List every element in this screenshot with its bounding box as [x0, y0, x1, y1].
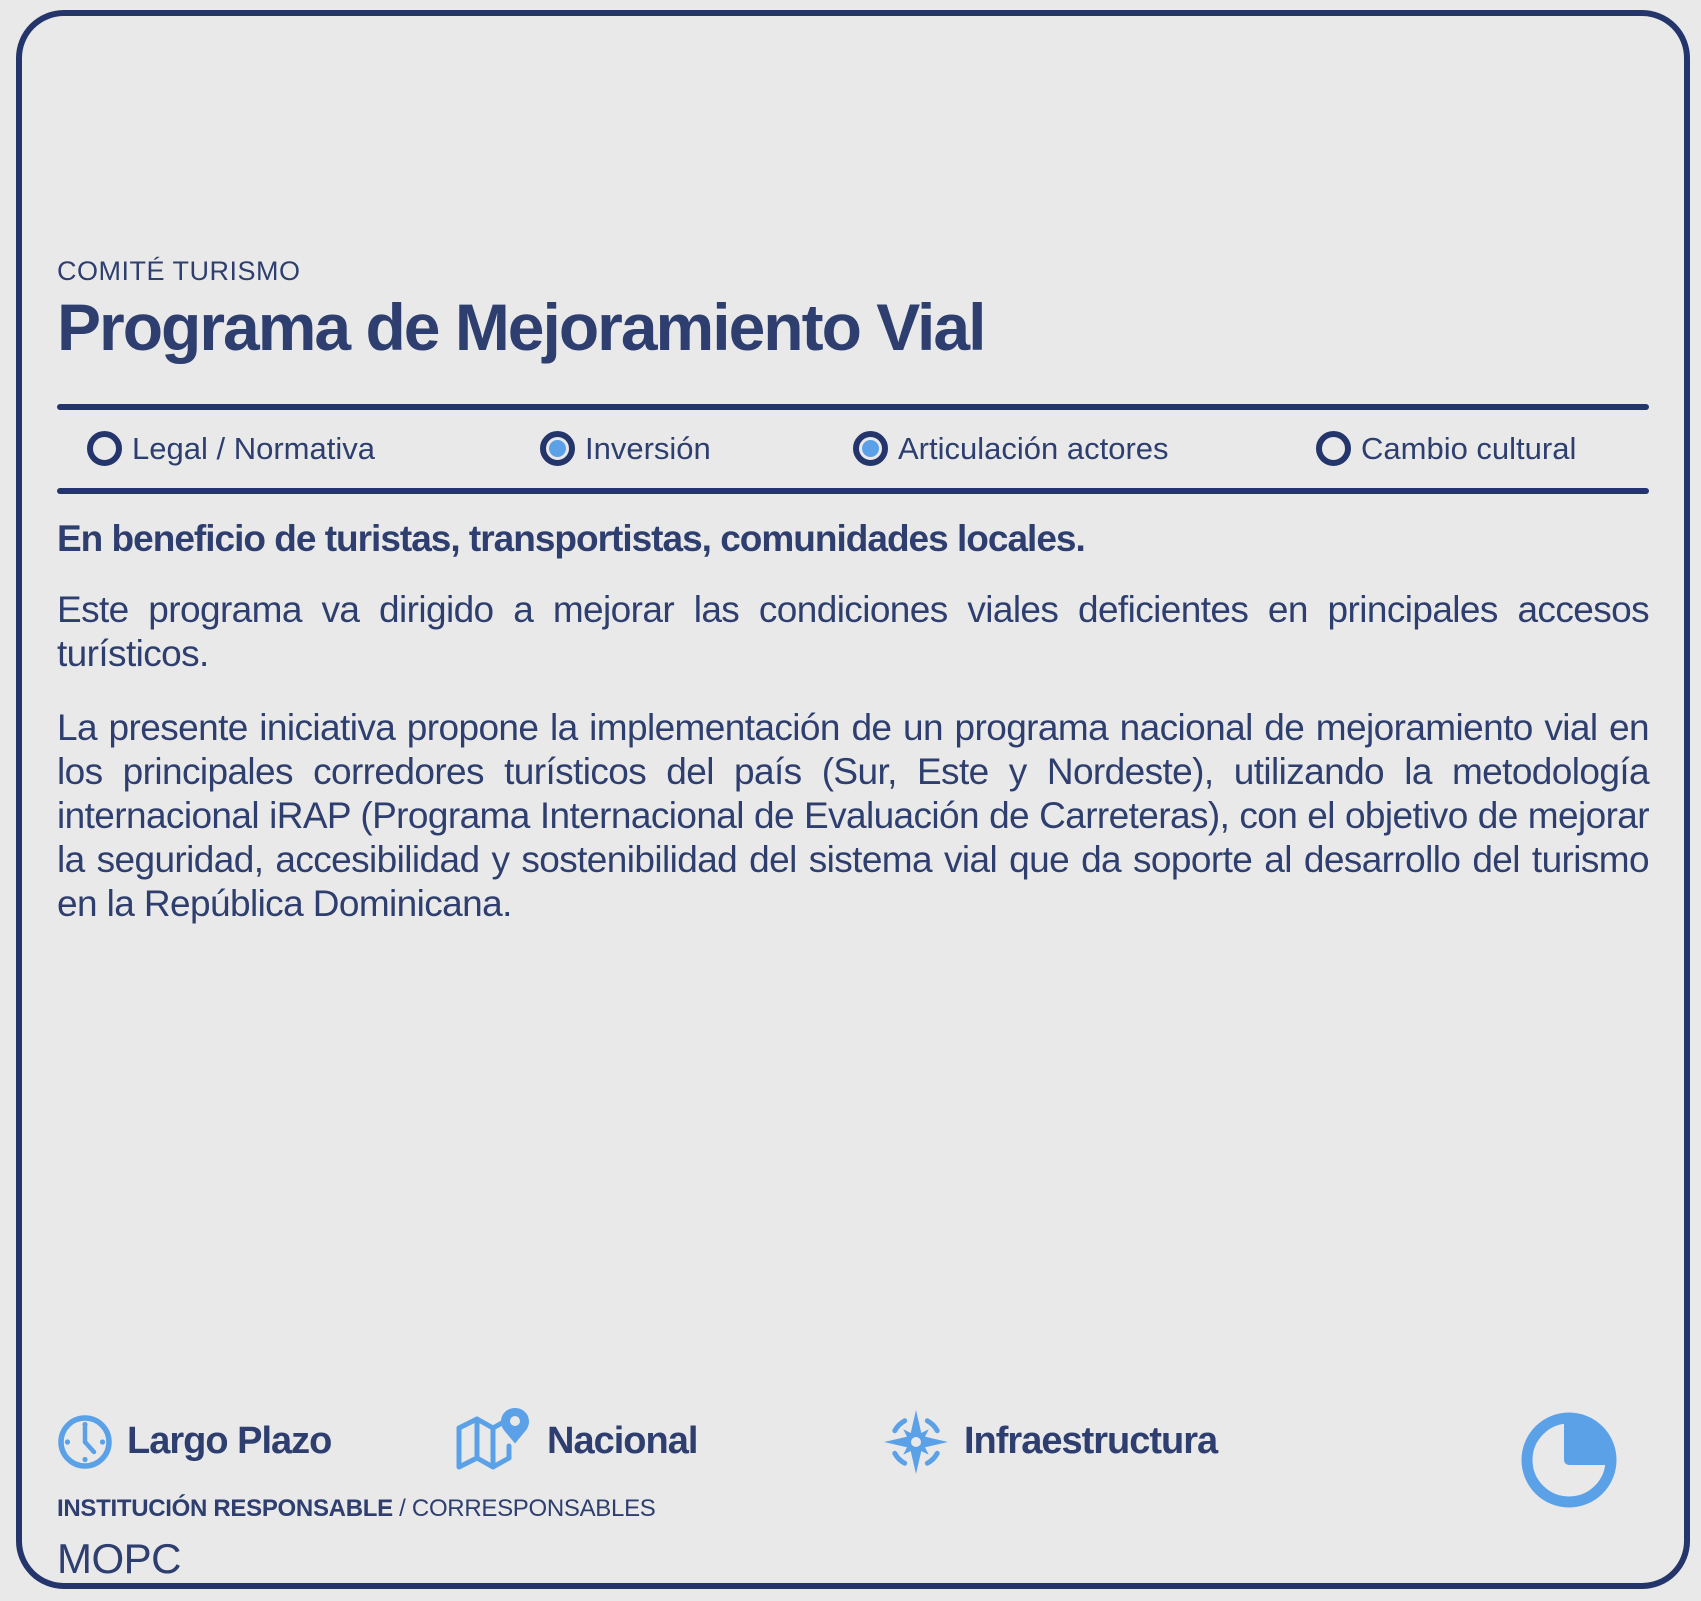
- co-responsible-label: CORRESPONSABLES: [411, 1495, 656, 1522]
- type-label: Infraestructura: [964, 1420, 1218, 1462]
- term-attribute: [57, 1394, 331, 1489]
- beneficiaries-text: En beneficio de turistas, transportistas, comunidades locales.: [57, 517, 1085, 559]
- category-label: Articulación actores: [898, 430, 1169, 466]
- flex-spacer: [57, 926, 1649, 1394]
- divider-bottom: [57, 488, 1649, 494]
- category-option-articulacion-actores[interactable]: [853, 431, 1169, 467]
- radio-dot: [96, 440, 113, 457]
- category-label: Inversión: [585, 430, 711, 466]
- separator: /: [392, 1495, 412, 1522]
- progress-pie: [1520, 1411, 1618, 1509]
- category-label: Legal / Normativa: [132, 430, 375, 466]
- attributes-row: [57, 1394, 1649, 1489]
- map-icon: [453, 1406, 533, 1478]
- description-text: La presente iniciativa propone la implementación de un programa nacional de mejoramiento vial en los principales corredores turísticos del país (Sur, Este y Nordeste), utilizando la metodología internacional iRAP (Programa Internacional de Evaluación de Carreteras), con el objetivo de mejorar la seguridad, accesibilidad y sostenibilidad del sistema vial que da soporte al desarrollo del turismo en la República Dominicana.: [57, 706, 1649, 924]
- committee-label: COMITÉ TURISMO: [57, 256, 301, 286]
- radio-dot: [549, 440, 566, 457]
- scope-attribute: [453, 1394, 697, 1489]
- pie-chart-icon: [1520, 1411, 1618, 1509]
- type-attribute: [882, 1394, 1217, 1489]
- radio-dot: [862, 440, 879, 457]
- radio-dot: [1325, 440, 1342, 457]
- institution-name: MOPC: [57, 1535, 181, 1582]
- clock-icon: [57, 1414, 113, 1470]
- term-label: Largo Plazo: [127, 1420, 332, 1462]
- category-option-cambio-cultural[interactable]: [1316, 431, 1576, 467]
- summary-text: Este programa va dirigido a mejorar las condiciones viales deficientes en principales accesos turísticos.: [57, 588, 1649, 674]
- program-title: Programa de Mejoramiento Vial: [57, 290, 985, 364]
- radio-icon: [540, 431, 575, 466]
- scope-label: Nacional: [547, 1420, 698, 1462]
- category-radio-row: [57, 410, 1649, 488]
- radio-icon: [87, 431, 122, 466]
- responsible-heading: [57, 1495, 1649, 1523]
- compass-icon: [882, 1408, 950, 1476]
- radio-icon: [1316, 431, 1351, 466]
- category-label: Cambio cultural: [1361, 430, 1577, 466]
- radio-icon: [853, 431, 888, 466]
- program-card: [16, 10, 1690, 1589]
- responsible-label: INSTITUCIÓN RESPONSABLE: [57, 1495, 393, 1522]
- category-option-inversion[interactable]: [540, 431, 711, 467]
- category-option-legal-normativa[interactable]: [87, 431, 375, 467]
